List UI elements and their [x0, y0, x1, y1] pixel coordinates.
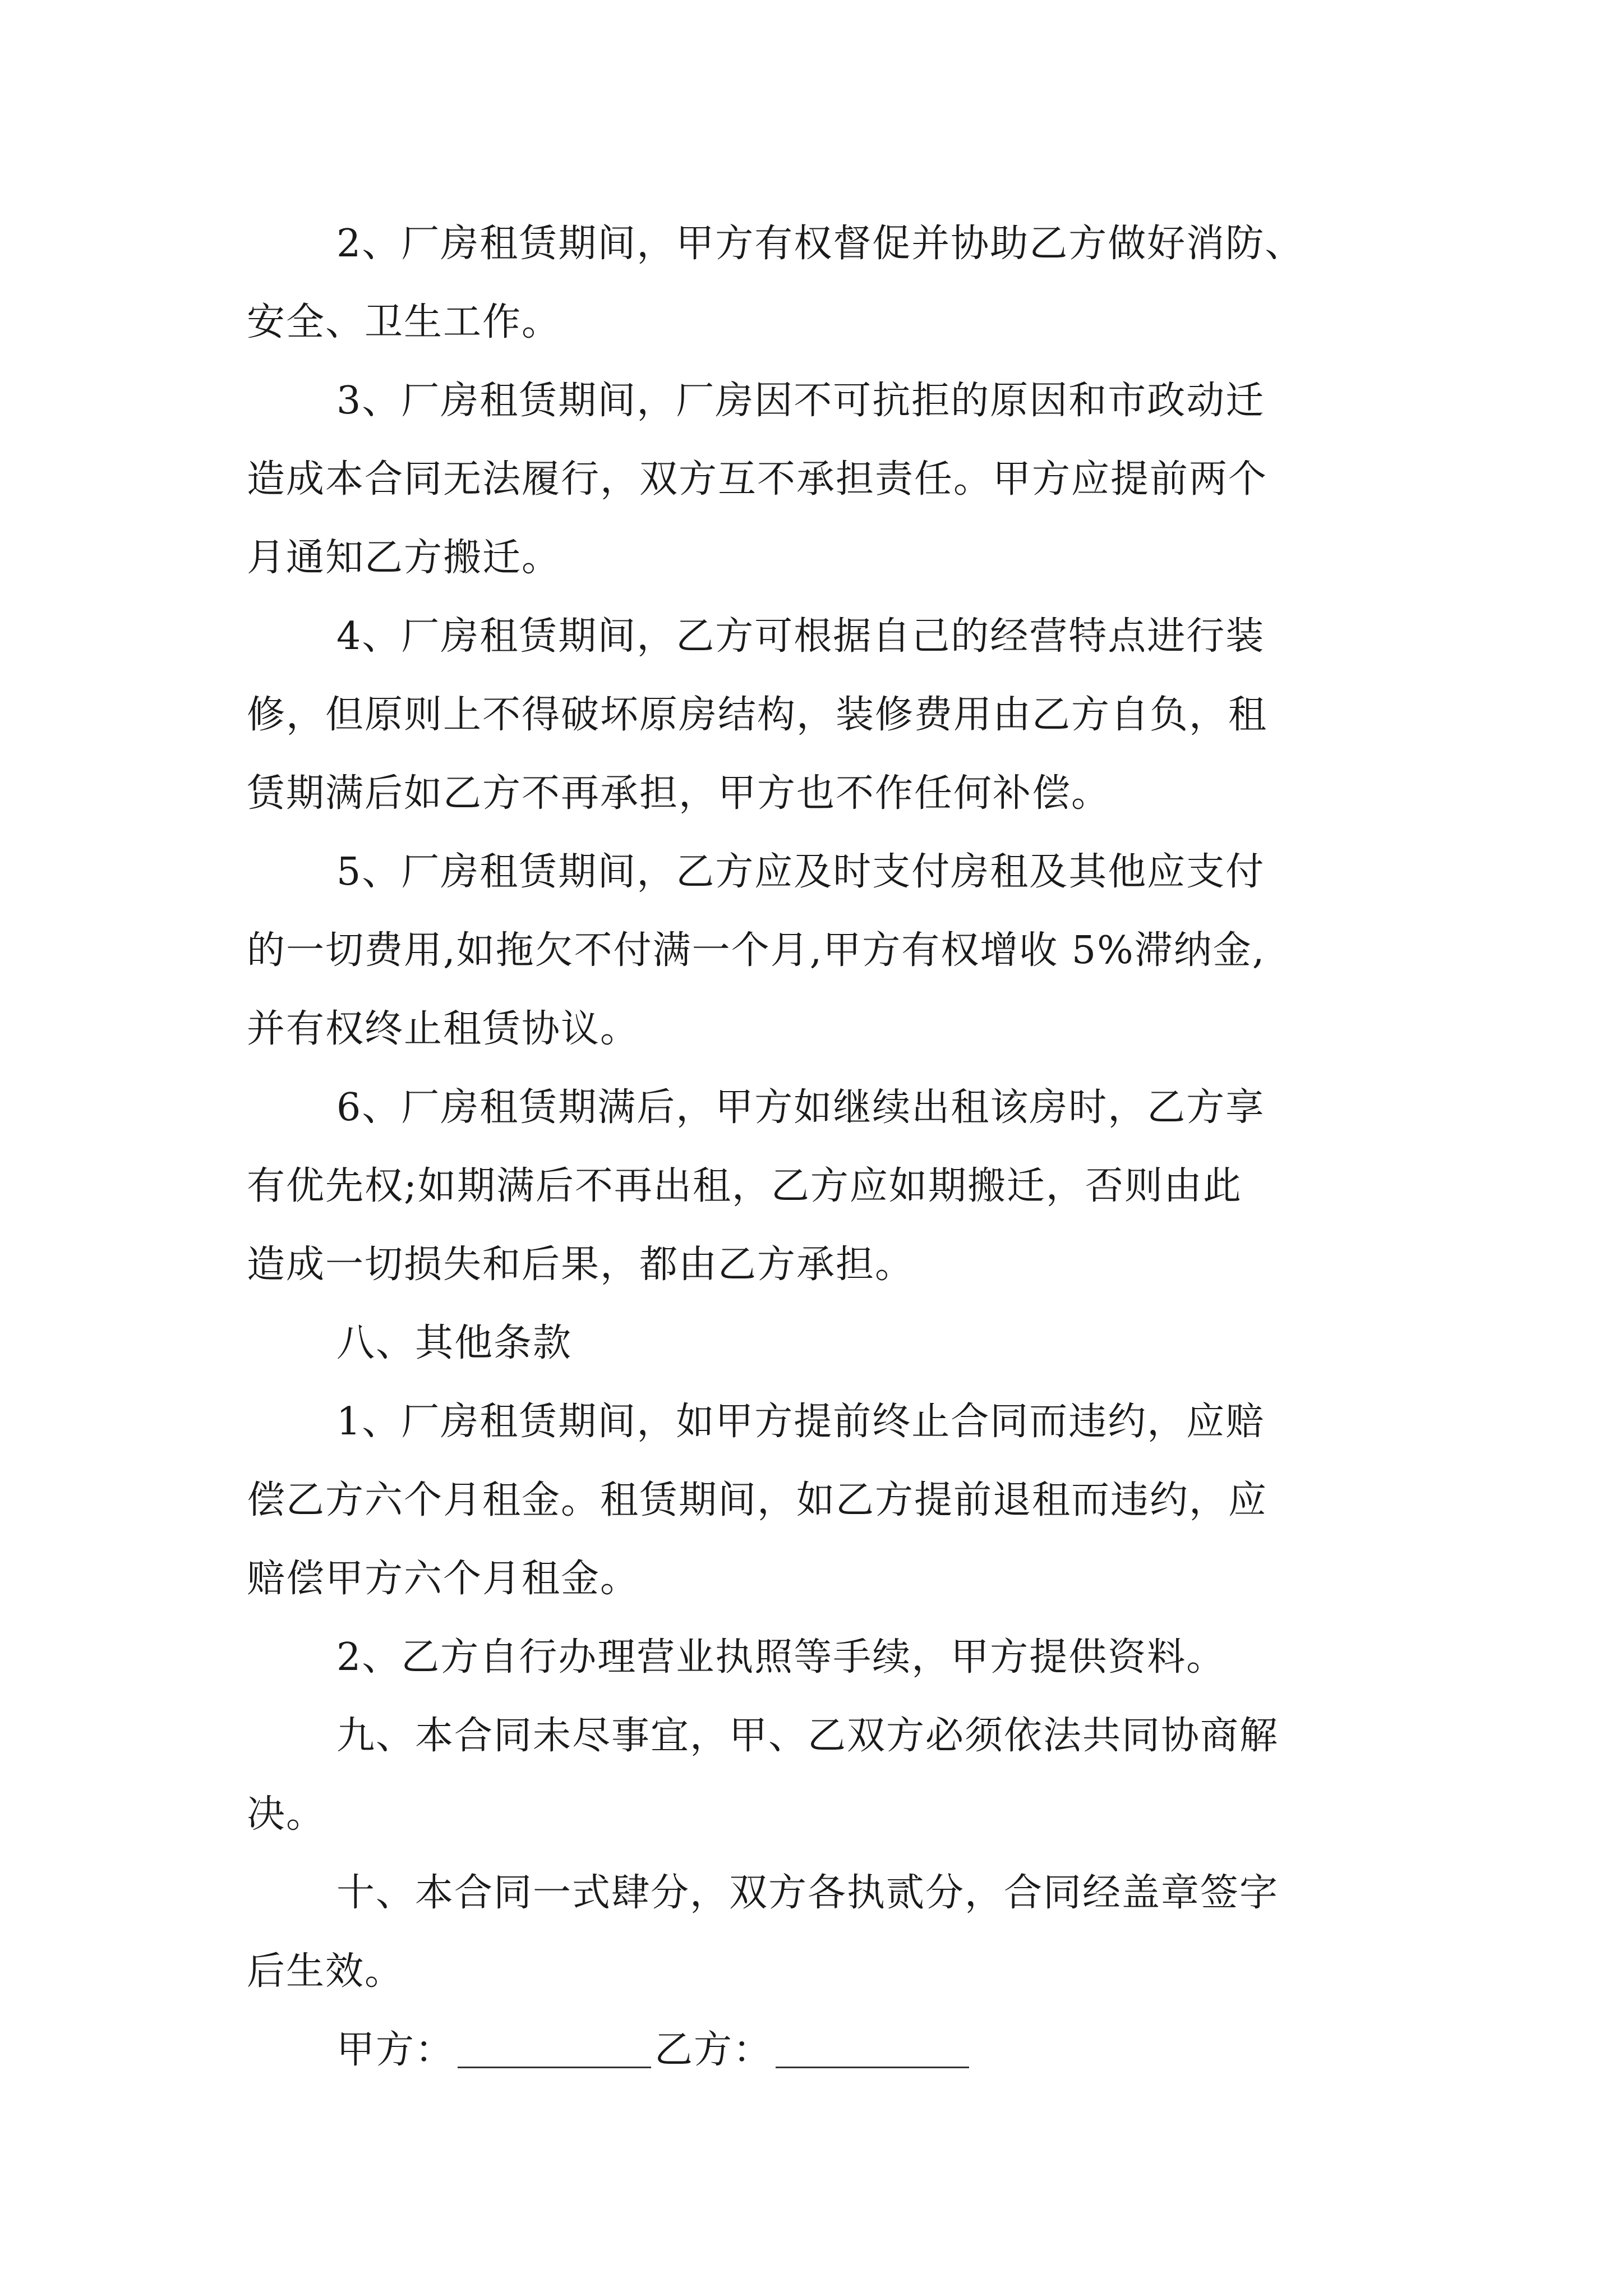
paragraph-line: 4、厂房租赁期间，乙方可根据自己的经营特点进行装: [336, 614, 1265, 659]
paragraph-line: 6、厂房租赁期满后，甲方如继续出租该房时，乙方享: [336, 1085, 1265, 1130]
section-heading: 八、其他条款: [336, 1321, 573, 1365]
paragraph-line: 造成一切损失和后果，都由乙方承担。: [247, 1243, 915, 1287]
paragraph-line: 决。: [247, 1792, 326, 1837]
party-a-signature-line: [458, 2065, 651, 2068]
paragraph-line: 5、厂房租赁期间，乙方应及时支付房租及其他应支付: [336, 850, 1265, 894]
paragraph-line: 月通知乙方搬迁。: [247, 536, 561, 580]
party-a-label: 甲方：: [336, 2028, 455, 2072]
paragraph-line: 十、本合同一式肆分，双方各执贰分，合同经盖章签字: [336, 1871, 1279, 1915]
paragraph-line: 的一切费用,如拖欠不付满一个月,甲方有权增收 5%滞纳金,: [247, 928, 1266, 973]
paragraph-line: 2、厂房租赁期间，甲方有权督促并协助乙方做好消防、: [336, 222, 1304, 266]
paragraph-line: 3、厂房租赁期间，厂房因不可抗拒的原因和市政动迁: [336, 379, 1265, 423]
paragraph-line: 并有权终止租赁协议。: [247, 1007, 640, 1051]
paragraph-line: 有优先权;如期满后不再出租，乙方应如期搬迁，否则由此: [247, 1164, 1242, 1208]
paragraph-line: 安全、卫生工作。: [247, 300, 561, 344]
paragraph-line: 九、本合同未尽事宜，甲、乙双方必须依法共同协商解: [336, 1714, 1279, 1758]
paragraph-line: 偿乙方六个月租金。租赁期间，如乙方提前退租而违约，应: [247, 1478, 1268, 1522]
paragraph-line: 1、厂房租赁期间，如甲方提前终止合同而违约，应赔: [336, 1400, 1265, 1444]
paragraph-line: 赔偿甲方六个月租金。: [247, 1557, 640, 1601]
party-b-label: 乙方：: [654, 2028, 773, 2072]
paragraph-line: 造成本合同无法履行，双方互不承担责任。甲方应提前两个: [247, 457, 1268, 501]
paragraph-line: 后生效。: [247, 1949, 404, 1994]
signature-row: [336, 2011, 1514, 2090]
paragraph-line: 2、乙方自行办理营业执照等手续，甲方提供资料。: [336, 1635, 1226, 1680]
party-b-signature-line: [776, 2065, 969, 2068]
paragraph-line: 赁期满后如乙方不再承担，甲方也不作任何补偿。: [247, 771, 1111, 816]
paragraph-line: 修，但原则上不得破坏原房结构，装修费用由乙方自负，租: [247, 693, 1268, 737]
